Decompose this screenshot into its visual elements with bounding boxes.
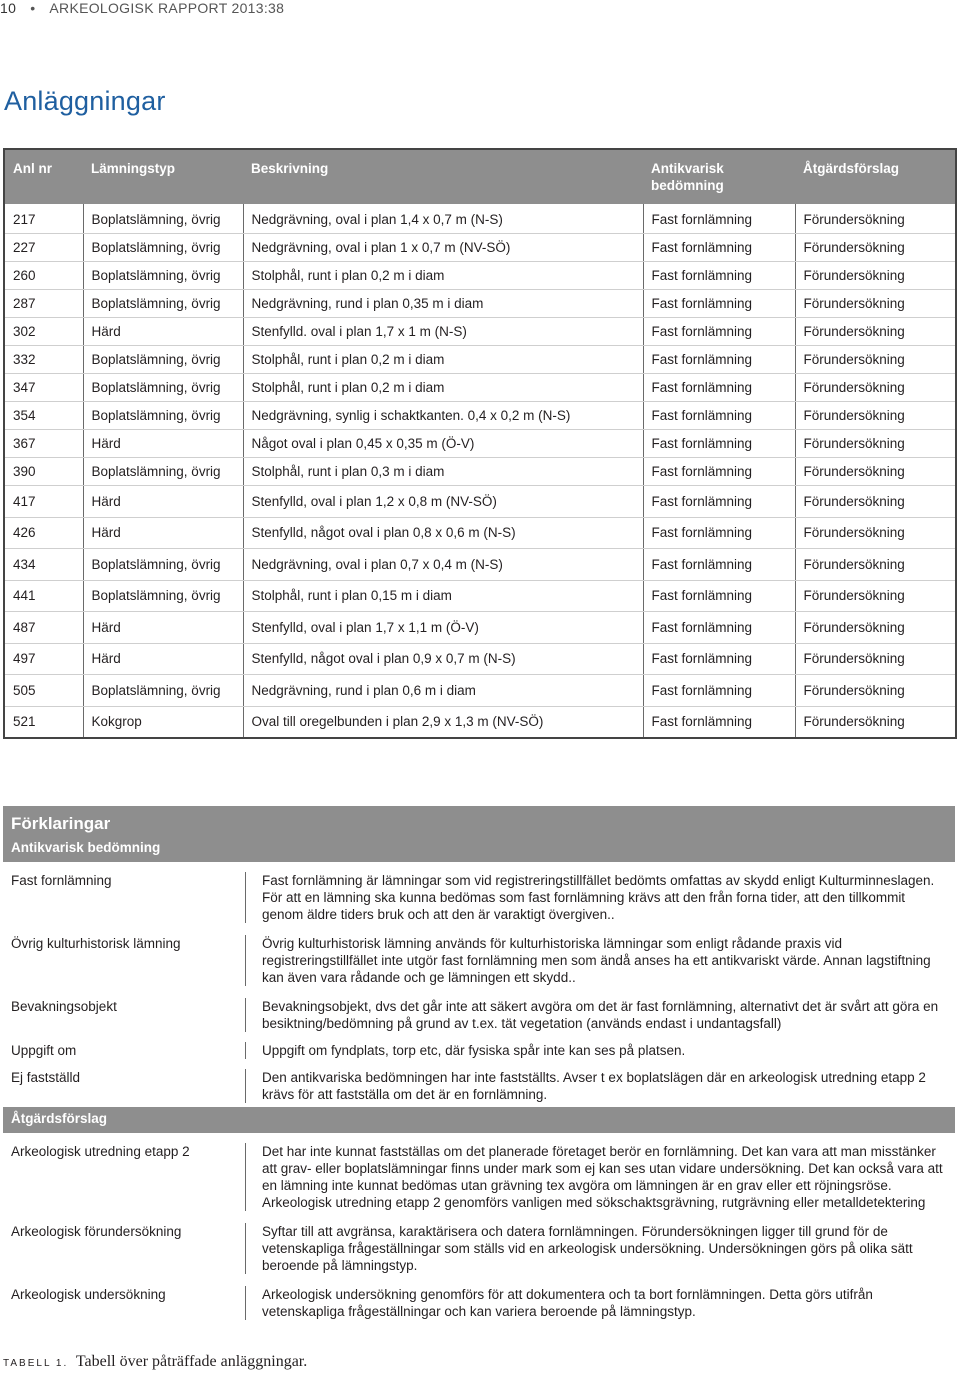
cell-antikvarisk-bedomning: Fast fornlämning	[643, 346, 795, 374]
cell-beskrivning: Stenfylld, oval i plan 1,2 x 0,8 m (NV-SÖ)	[243, 486, 643, 518]
explanation-description: Fast fornlämning är lämningar som vid registreringstillfället bedömts omfattas av skydd enligt Kulturminneslagen. För att en lämning ska kunna bedömas som fast fornlämning krävs att den från forna tider, att den tillkommit genom äldre tiders bruk och att den är varaktigt övergiven..	[262, 873, 935, 922]
cell-atgardsforslag: Förundersökning	[795, 234, 956, 262]
table-row	[4, 612, 956, 644]
cell-beskrivning: Stolphål, runt i plan 0,3 m i diam	[243, 458, 643, 486]
cell-anl-nr: 426	[4, 517, 83, 549]
header-antikvarisk-bedomning: Antikvarisk bedömning	[643, 149, 795, 204]
cell-beskrivning: Oval till oregelbunden i plan 2,9 x 1,3 m (NV-SÖ)	[243, 706, 643, 738]
table-header-row	[4, 149, 956, 204]
cell-atgardsforslag: Förundersökning	[795, 643, 956, 675]
cell-atgardsforslag: Förundersökning	[795, 290, 956, 318]
cell-anl-nr: 354	[4, 402, 83, 430]
cell-anl-nr: 505	[4, 675, 83, 707]
cell-antikvarisk-bedomning: Fast fornlämning	[643, 486, 795, 518]
cell-antikvarisk-bedomning: Fast fornlämning	[643, 517, 795, 549]
table-row	[4, 706, 956, 738]
cell-antikvarisk-bedomning: Fast fornlämning	[643, 612, 795, 644]
cell-beskrivning: Stenfylld, något oval i plan 0,9 x 0,7 m (N-S)	[243, 643, 643, 675]
cell-beskrivning: Nedgrävning, synlig i schaktkanten. 0,4 x 0,2 m (N-S)	[243, 402, 643, 430]
explanation-description: Bevakningsobjekt, dvs det går inte att säkert avgöra om det är fast fornlämning, alternativt det är svårt att göra en besiktning/bedömning på grund av t.ex. tät vegetation (används endast i undantagsfall)	[262, 999, 939, 1031]
table-row	[4, 262, 956, 290]
cell-lamningstyp: Boplatslämning, övrig	[83, 675, 243, 707]
explanation-description: Övrig kulturhistorisk lämning används för kulturhistoriska lämningar som enligt rådande praxis vid registreringstillfället inte utgör fast fornlämning men som ändå anses ha ett antikvariskt värde. Annan lagstiftning kan även vara rådande och ge lämningen ett skydd..	[262, 936, 931, 985]
cell-atgardsforslag: Förundersökning	[795, 612, 956, 644]
explanation-term: Övrig kulturhistorisk lämning	[3, 935, 246, 986]
header-atgardsforslag: Åtgärdsförslag	[795, 149, 956, 204]
explanation-description: Arkeologisk undersökning genomförs för att dokumentera och ta bort fornlämningen. Detta görs utifrån vetenskapliga frågeställningar och kan variera beroende på lämningstyp.	[262, 1287, 873, 1319]
cell-beskrivning: Nedgrävning, oval i plan 0,7 x 0,4 m (N-S)	[243, 549, 643, 581]
cell-beskrivning: Nedgrävning, rund i plan 0,6 m i diam	[243, 675, 643, 707]
cell-atgardsforslag: Förundersökning	[795, 458, 956, 486]
explanation-row	[3, 1059, 955, 1103]
cell-lamningstyp: Härd	[83, 430, 243, 458]
cell-anl-nr: 260	[4, 262, 83, 290]
section-title: Anläggningar	[4, 86, 166, 116]
header-bullet: •	[30, 0, 36, 16]
cell-atgardsforslag: Förundersökning	[795, 517, 956, 549]
cell-lamningstyp: Boplatslämning, övrig	[83, 458, 243, 486]
cell-lamningstyp: Boplatslämning, övrig	[83, 234, 243, 262]
cell-lamningstyp: Boplatslämning, övrig	[83, 402, 243, 430]
cell-antikvarisk-bedomning: Fast fornlämning	[643, 549, 795, 581]
cell-antikvarisk-bedomning: Fast fornlämning	[643, 318, 795, 346]
cell-anl-nr: 217	[4, 204, 83, 234]
explanation-description: Syftar till att avgränsa, karaktärisera och datera fornlämningen. Förundersökningen ligger till grund för de vetenskapliga frågeställningar som ställs vid en arkeologisk undersökning. Undersökningen görs på olika sätt beroende på lämningstyp.	[262, 1224, 913, 1273]
table-row	[4, 643, 956, 675]
cell-lamningstyp: Härd	[83, 517, 243, 549]
explanations-title: Förklaringar	[11, 814, 111, 833]
cell-atgardsforslag: Förundersökning	[795, 346, 956, 374]
cell-antikvarisk-bedomning: Fast fornlämning	[643, 290, 795, 318]
cell-lamningstyp: Härd	[83, 643, 243, 675]
table-row	[4, 580, 956, 612]
cell-beskrivning: Stolphål, runt i plan 0,15 m i diam	[243, 580, 643, 612]
cell-antikvarisk-bedomning: Fast fornlämning	[643, 204, 795, 234]
table-row	[4, 318, 956, 346]
atgard-list	[3, 1133, 955, 1320]
table-row	[4, 346, 956, 374]
cell-anl-nr: 497	[4, 643, 83, 675]
cell-atgardsforslag: Förundersökning	[795, 430, 956, 458]
cell-anl-nr: 487	[4, 612, 83, 644]
antikvarisk-heading: Antikvarisk bedömning	[3, 836, 955, 862]
cell-antikvarisk-bedomning: Fast fornlämning	[643, 234, 795, 262]
page-number: 10	[0, 0, 17, 16]
anlaggningar-table	[3, 148, 957, 739]
cell-atgardsforslag: Förundersökning	[795, 262, 956, 290]
cell-anl-nr: 332	[4, 346, 83, 374]
cell-beskrivning: Nedgrävning, rund i plan 0,35 m i diam	[243, 290, 643, 318]
table-body	[4, 204, 956, 738]
cell-anl-nr: 367	[4, 430, 83, 458]
cell-antikvarisk-bedomning: Fast fornlämning	[643, 675, 795, 707]
cell-beskrivning: Nedgrävning, oval i plan 1,4 x 0,7 m (N-S)	[243, 204, 643, 234]
explanation-row	[3, 1133, 955, 1211]
cell-lamningstyp: Härd	[83, 318, 243, 346]
cell-antikvarisk-bedomning: Fast fornlämning	[643, 458, 795, 486]
explanation-term: Arkeologisk utredning etapp 2	[3, 1143, 246, 1211]
table-row	[4, 430, 956, 458]
cell-lamningstyp: Boplatslämning, övrig	[83, 374, 243, 402]
cell-lamningstyp: Boplatslämning, övrig	[83, 290, 243, 318]
cell-atgardsforslag: Förundersökning	[803, 714, 905, 730]
explanation-row	[3, 1032, 955, 1059]
cell-beskrivning: Stolphål, runt i plan 0,2 m i diam	[243, 262, 643, 290]
cell-antikvarisk-bedomning: Fast fornlämning	[643, 643, 795, 675]
cell-atgardsforslag: Förundersökning	[795, 549, 956, 581]
cell-beskrivning: Nedgrävning, oval i plan 1 x 0,7 m (NV-SÖ)	[243, 234, 643, 262]
cell-lamningstyp: Boplatslämning, övrig	[83, 549, 243, 581]
table-row	[4, 290, 956, 318]
explanation-row	[3, 923, 955, 986]
cell-lamningstyp: Härd	[83, 612, 243, 644]
explanation-term: Uppgift om	[3, 1042, 246, 1059]
explanation-row	[3, 986, 955, 1032]
explanation-term: Ej fastställd	[3, 1069, 246, 1103]
explanation-term: Arkeologisk undersökning	[3, 1286, 246, 1320]
cell-atgardsforslag: Förundersökning	[795, 374, 956, 402]
cell-lamningstyp: Boplatslämning, övrig	[83, 346, 243, 374]
cell-lamningstyp: Boplatslämning, övrig	[83, 262, 243, 290]
running-header	[0, 0, 284, 16]
cell-atgardsforslag: Förundersökning	[795, 675, 956, 707]
table-row	[4, 458, 956, 486]
header-lamningstyp: Lämningstyp	[83, 149, 243, 204]
cell-atgardsforslag: Förundersökning	[795, 402, 956, 430]
cell-antikvarisk-bedomning: Fast fornlämning	[643, 402, 795, 430]
cell-beskrivning: Stenfylld, något oval i plan 0,8 x 0,6 m (N-S)	[243, 517, 643, 549]
table-row	[4, 402, 956, 430]
cell-antikvarisk-bedomning: Fast fornlämning	[643, 706, 795, 738]
cell-lamningstyp: Boplatslämning, övrig	[83, 204, 243, 234]
table-row	[4, 549, 956, 581]
cell-beskrivning: Stolphål, runt i plan 0,2 m i diam	[243, 374, 643, 402]
table-row	[4, 234, 956, 262]
cell-antikvarisk-bedomning: Fast fornlämning	[643, 430, 795, 458]
cell-anl-nr: 287	[4, 290, 83, 318]
explanation-description: Det har inte kunnat fastställas om det planerade företaget berör en fornlämning. Det kan vara att man misstänker att grav- eller boplatslämningar finns under mark som ej kan ses utan vidare undersökning. Det kan också vara att en lämning inte kunnat bedömas utan grävning tex avgöra om lämningen är en grav eller ett röjningsröse. Arkeologisk utredning etapp 2 genomförs vanligen med sökschaktsgrävning, rutgrävning eller metalldetektering	[262, 1144, 943, 1210]
table-row	[4, 517, 956, 549]
explanation-row	[3, 862, 955, 923]
cell-anl-nr: 521	[4, 706, 83, 738]
cell-antikvarisk-bedomning: Fast fornlämning	[643, 374, 795, 402]
explanation-description: Uppgift om fyndplats, torp etc, där fysiska spår inte kan ses på platsen.	[262, 1043, 686, 1058]
explanation-row	[3, 1211, 955, 1274]
cell-atgardsforslag: Förundersökning	[795, 318, 956, 346]
explanations-box	[3, 806, 955, 1320]
cell-antikvarisk-bedomning: Fast fornlämning	[643, 262, 795, 290]
atgard-heading: Åtgärdsförslag	[3, 1107, 955, 1133]
cell-anl-nr: 302	[4, 318, 83, 346]
explanation-description: Den antikvariska bedömningen har inte fastställts. Avser t ex boplatslägen där en arkeologisk utredning etapp 2 krävs för att fastställa om det är en fornlämning.	[262, 1070, 926, 1102]
explanations-header	[3, 806, 955, 836]
antikvarisk-list	[3, 862, 955, 1103]
cell-lamningstyp: Härd	[83, 486, 243, 518]
table-caption	[3, 1353, 307, 1371]
cell-lamningstyp: Boplatslämning, övrig	[83, 580, 243, 612]
caption-text: Tabell över påträffade anläggningar.	[75, 1353, 308, 1370]
explanation-term: Fast fornlämning	[3, 872, 246, 923]
cell-anl-nr: 417	[4, 486, 83, 518]
cell-beskrivning: Stenfylld. oval i plan 1,7 x 1 m (N-S)	[243, 318, 643, 346]
caption-label: TABELL 1.	[3, 1358, 69, 1369]
table-row	[4, 374, 956, 402]
explanation-term: Bevakningsobjekt	[3, 998, 246, 1032]
explanation-term: Arkeologisk förundersökning	[3, 1223, 246, 1274]
cell-beskrivning: Stenfylld, oval i plan 1,7 x 1,1 m (Ö-V)	[243, 612, 643, 644]
cell-beskrivning: Stolphål, runt i plan 0,2 m i diam	[243, 346, 643, 374]
cell-atgardsforslag: Förundersökning	[795, 204, 956, 234]
report-title: ARKEOLOGISK RAPPORT 2013:38	[49, 0, 285, 16]
cell-beskrivning: Något oval i plan 0,45 x 0,35 m (Ö-V)	[243, 430, 643, 458]
cell-anl-nr: 347	[4, 374, 83, 402]
cell-atgardsforslag: Förundersökning	[795, 486, 956, 518]
cell-anl-nr: 434	[4, 549, 83, 581]
table-row	[4, 486, 956, 518]
header-beskrivning: Beskrivning	[243, 149, 643, 204]
cell-anl-nr: 390	[4, 458, 83, 486]
cell-anl-nr: 227	[4, 234, 83, 262]
cell-atgardsforslag: Förundersökning	[795, 580, 956, 612]
cell-lamningstyp: Kokgrop	[83, 706, 243, 738]
header-anl-nr: Anl nr	[4, 149, 83, 204]
cell-antikvarisk-bedomning: Fast fornlämning	[643, 580, 795, 612]
cell-anl-nr: 441	[4, 580, 83, 612]
table-row	[4, 675, 956, 707]
explanation-row	[3, 1274, 955, 1320]
table-row	[4, 204, 956, 234]
